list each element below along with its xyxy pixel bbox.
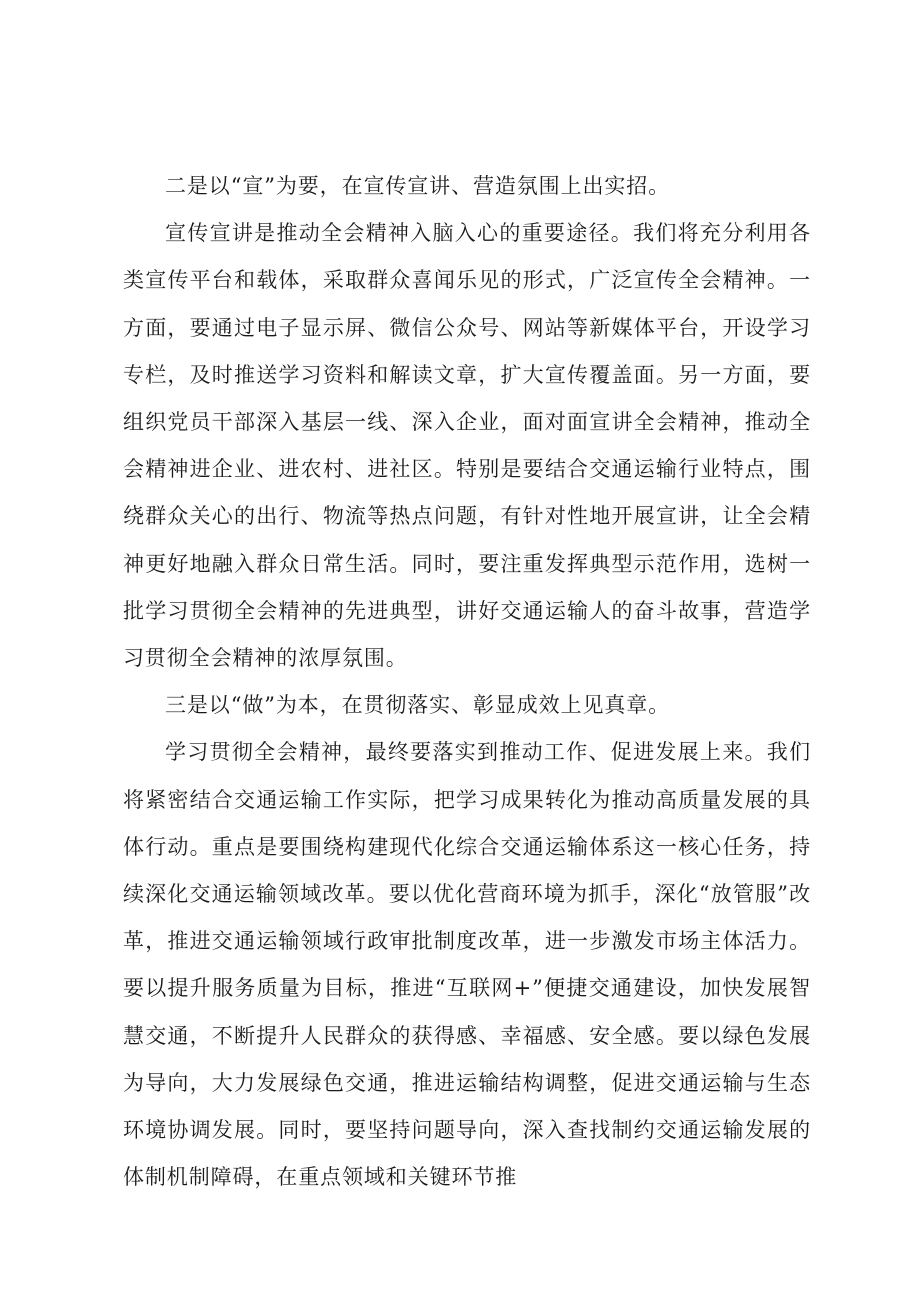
section-heading-zuo: 三是以“做”为本，在贯彻落实、彰显成效上见真章。: [165, 693, 671, 718]
section-heading-xuan: 二是以“宣”为要，在宣传宣讲、营造氛围上出实招。: [165, 174, 671, 198]
document-body: [123, 163, 811, 1201]
body-paragraph-propaganda: 宣传宣讲是推动全会精神入脑入心的重要途径。我们将充分利用各类宣传平台和载体，采取群众喜闻乐见的形式，广泛宣传全会精神。一方面，要通过电子显示屏、微信公众号、网站等新媒体平台，开设学习专栏，及时推送学习资料和解读文章，扩大宣传覆盖面。另一方面，要组织党员干部深入基层一线、深入企业，面对面宣讲全会精神，推动全会精神进企业、进农村、进社区。特别是要结合交通运输行业特点，围绕群众关心的出行、物流等热点问题，有针对性地开展宣讲，让全会精神更好地融入群众日常生活。同时，要注重发挥典型示范作用，选树一批学习贯彻全会精神的先进典型，讲好交通运输人的奋斗故事，营造学习贯彻全会精神的浓厚氛围。: [123, 221, 811, 671]
body-paragraph-implementation: 学习贯彻全会精神，最终要落实到推动工作、促进发展上来。我们将紧密结合交通运输工作实际，把学习成果转化为推动高质量发展的具体行动。重点是要围绕构建现代化综合交通运输体系这一核心任务，持续深化交通运输领域改革。要以优化营商环境为抓手，深化“放管服”改革，推进交通运输领域行政审批制度改革，进一步激发市场主体活力。要以提升服务质量为目标，推进“互联网+”便捷交通建设，加快发展智慧交通，不断提升人民群众的获得感、幸福感、安全感。要以绿色发展为导向，大力发展绿色交通，推进运输结构调整，促进交通运输与生态环境协调发展。同时，要坚持问题导向，深入查找制约交通运输发展的体制机制障碍，在重点领域和关键环节推: [123, 740, 811, 1190]
